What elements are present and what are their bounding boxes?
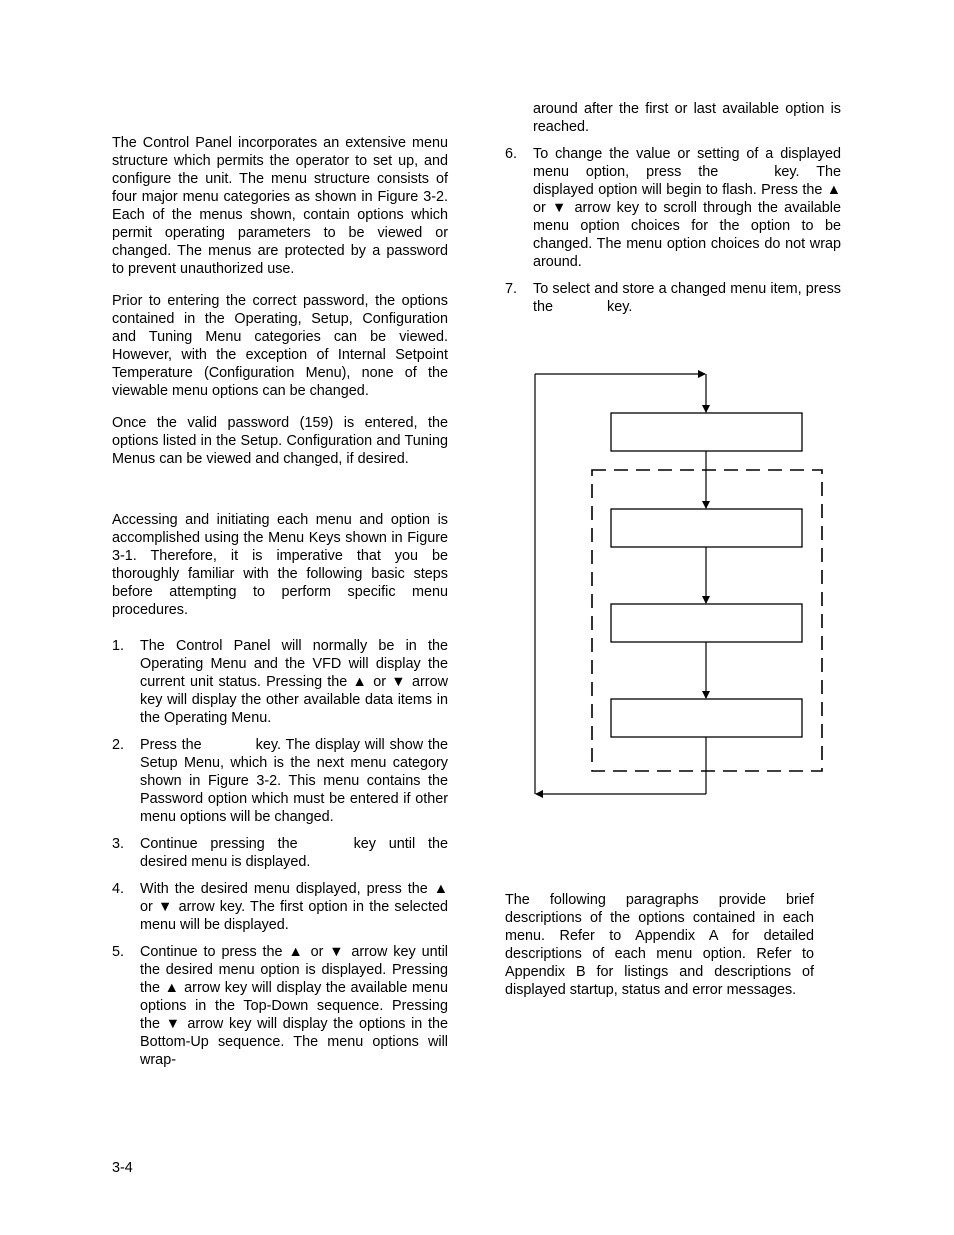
- step-text-b: key. The displayed option will begin to flash. Press the ▲ or ▼ arrow key to scroll through the available menu option choices for the option to be changed. The menu option choices do not wrap around.: [533, 164, 841, 270]
- configuration-menu-box: [611, 604, 802, 642]
- closing-paragraph: The following paragraphs provide brief descriptions of the options contained in each menu. Refer to Appendix A for detailed descriptions of each menu option. Refer to Appendix B for listings and descriptions of displayed startup, status and error messages.: [505, 892, 814, 998]
- password-paragraph: Prior to entering the correct password, the options contained in the Operating, Setup, Configuration and Tuning Menu categories can be viewed. However, with the exception of Internal Setpoint Temperature (Configuration Menu), none of the viewable menu options can be changed.: [112, 293, 448, 399]
- valid-password-paragraph: Once the valid password (159) is entered, the options listed in the Setup. Configuration and Tuning Menus can be viewed and changed, if desired.: [112, 415, 448, 467]
- step-number: 7.: [505, 281, 518, 297]
- step-text: Continue to press the ▲ or ▼ arrow key until the desired menu option is displayed. Pressing the ▲ arrow key will display the available menu options in the Top-Down sequence. Pressing the ▼ arrow key will display the options in the Bottom-Up sequence. The menu options will wrap-: [140, 944, 448, 1068]
- step-text-b: key. The display will show the Setup Menu, which is the next menu category shown in Figure 3-2. This menu contains the Password option which must be entered if other menu options will be changed.: [140, 737, 448, 825]
- step-number: 3.: [112, 836, 125, 852]
- menu-access-paragraph: Accessing and initiating each menu and option is accomplished using the Menu Keys shown in Figure 3-1. Therefore, it is imperative that you be thoroughly familiar with the following basic steps before attempting to perform specific menu procedures.: [112, 512, 448, 618]
- step-number: 6.: [505, 146, 518, 162]
- page-number: 3-4: [112, 1160, 133, 1176]
- operating-menu-box: [611, 413, 802, 451]
- closing-paragraph-block: [505, 891, 814, 999]
- step-text-a: To select and store a changed menu item, press the: [533, 281, 841, 315]
- step-number: 1.: [112, 638, 125, 654]
- step-text-a: Press the: [140, 737, 202, 753]
- step-number: 2.: [112, 737, 125, 753]
- step-text-b: key.: [607, 299, 633, 315]
- step-number: 5.: [112, 944, 125, 960]
- step-text: With the desired menu displayed, press the ▲ or ▼ arrow key. The first option in the selected menu will be displayed.: [140, 881, 448, 933]
- tuning-menu-box: [611, 699, 802, 737]
- setup-menu-box: [611, 509, 802, 547]
- step-text-a: Continue pressing the: [140, 836, 298, 852]
- step-text-a: To change the value or setting of a displayed menu option, press the: [533, 146, 841, 180]
- step-text-b: key until the desired menu is displayed.: [140, 836, 449, 870]
- step5-continued: around after the first or last available option is reached.: [533, 101, 841, 135]
- intro-paragraph: The Control Panel incorporates an extensive menu structure which permits the operator to set up, and configure the unit. The menu structure consists of four major menu categories as shown in Figure 3-2. Each of the menus shown, contain options which permit operating parameters to be viewed or changed. The menus are protected by a password to prevent unauthorized use.: [112, 135, 448, 277]
- step-text: The Control Panel will normally be in the Operating Menu and the VFD will display the current unit status. Pressing the ▲ or ▼ arrow key will display the other available data items in the Operating Menu.: [140, 638, 448, 726]
- step-number: 4.: [112, 881, 125, 897]
